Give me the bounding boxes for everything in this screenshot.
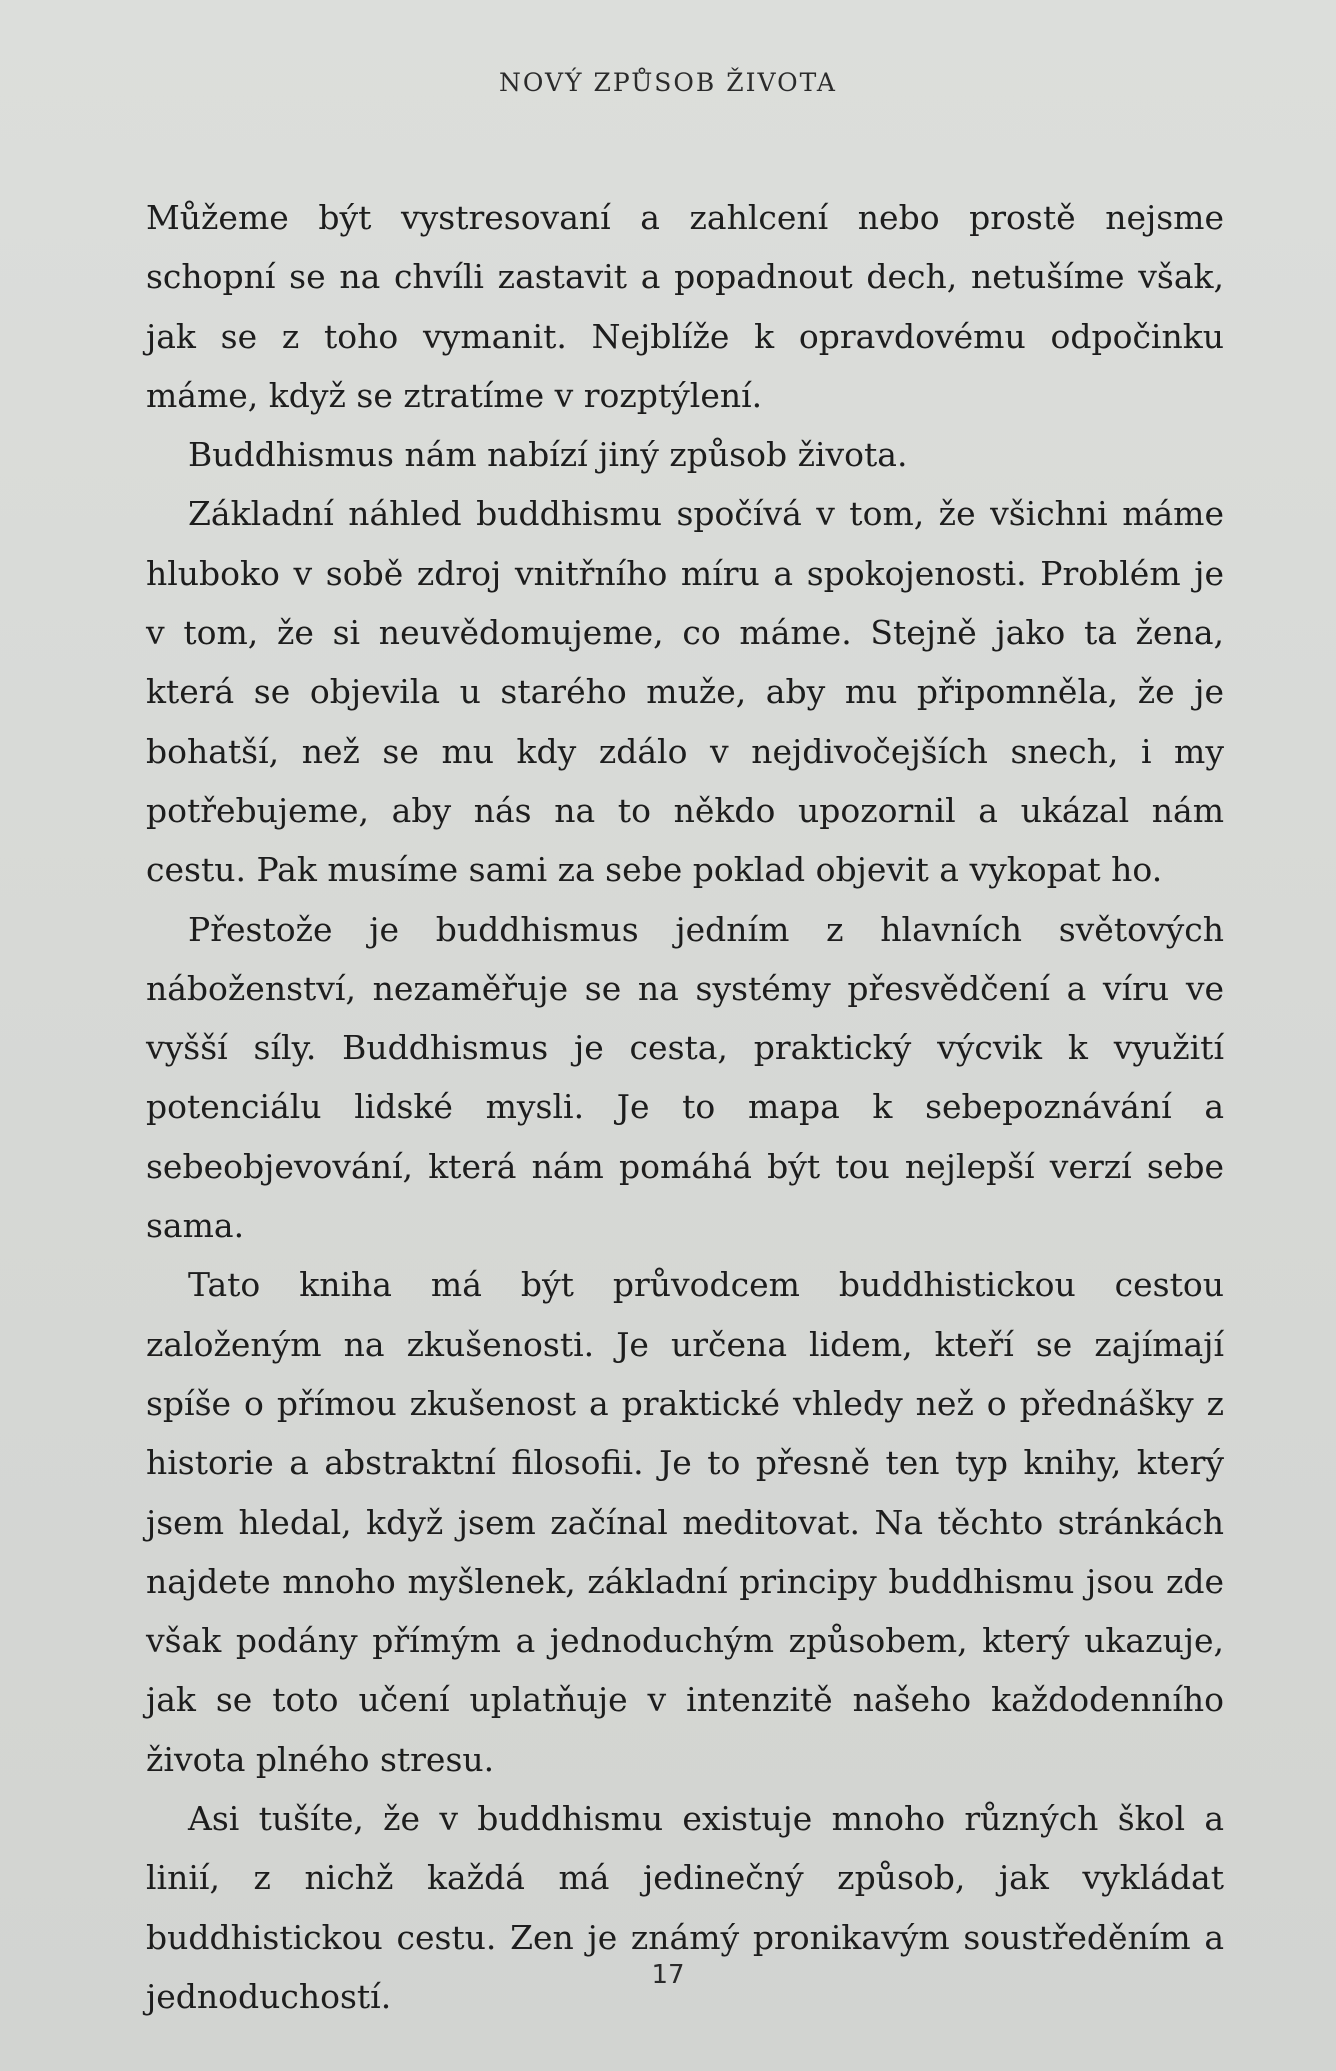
running-head: NOVÝ ZPŮSOB ŽIVOTA — [499, 68, 837, 97]
page-number: 17 — [651, 1960, 685, 1990]
paragraph: Můžeme být vystresovaní a zahlcení nebo prostě nejsme schopní se na chvíli zastavit a popadnout dech, netušíme však, jak se z toho vymanit. Nejblíže k opravdovému odpočinku máme, když se ztratíme v rozptýlení. — [146, 198, 1224, 415]
paragraph: Základní náhled buddhismu spočívá v tom, že všichni máme hluboko v sobě zdroj vnitřního míru a spokojenosti. Problém je v tom, že si neuvědomujeme, co máme. Stejně jako ta žena, která se objevila u starého muže, aby mu připomněla, že je bohatší, než se mu kdy zdálo v nejdivočejších snech, i my potřebujeme, aby nás na to někdo upozornil a ukázal nám cestu. Pak musíme sami za sebe poklad objevit a vykopat ho. — [146, 494, 1224, 890]
paragraph: Tato kniha má být průvodcem buddhistickou cestou založeným na zkušenosti. Je určena lidem, kteří se zajímají spíše o přímou zkušenost a praktické vhledy než o přednášky z historie a abstraktní filosofii. Je to přesně ten typ knihy, který jsem hledal, když jsem začínal meditovat. Na těchto stránkách najdete mnoho myšlenek, základní principy buddhismu jsou zde však podány přímým a jednoduchým způsobem, který ukazuje, jak se toto učení uplatňuje v intenzitě našeho každodenního života plného stresu. — [146, 1265, 1224, 1779]
paragraph: Asi tušíte, že v buddhismu existuje mnoho různých škol a linií, z nichž každá má jedinečný způsob, jak vykládat buddhistickou cestu. Zen je známý pronikavým soustředěním a jednoduchostí. — [146, 1799, 1224, 2016]
body-text — [146, 188, 1224, 2026]
paragraph: Přestože je buddhismus jedním z hlavních světových náboženství, nezaměřuje se na systémy přesvědčení a víru ve vyšší síly. Buddhismus je cesta, praktický výcvik k využití potenciálu lidské mysli. Je to mapa k sebepoznávání a sebeobjevování, která nám pomáhá být tou nejlepší verzí sebe sama. — [146, 909, 1224, 1246]
paragraph: Buddhismus nám nabízí jiný způsob života. — [188, 435, 908, 475]
